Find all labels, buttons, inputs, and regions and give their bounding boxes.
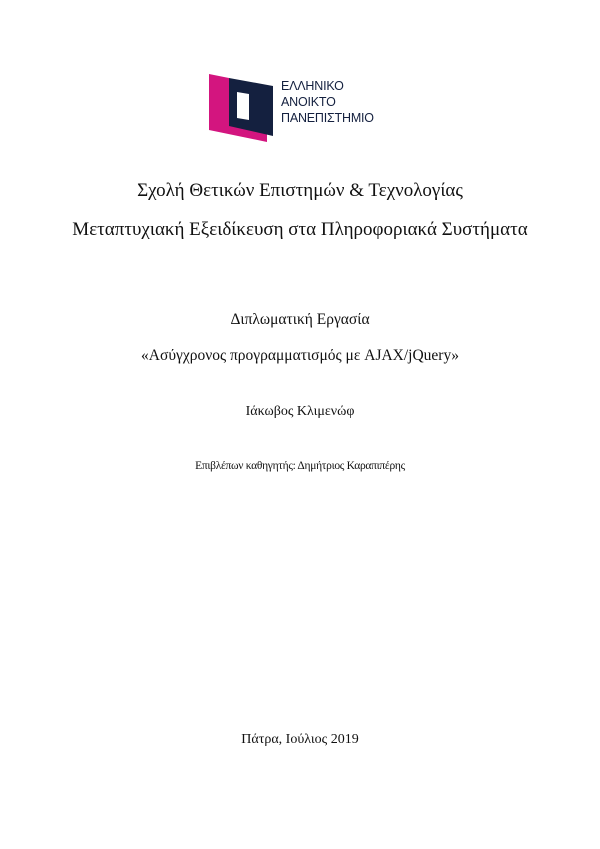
logo-line-2: ΑΝΟΙΚΤΟ	[281, 95, 336, 109]
logo-line-3: ΠΑΝΕΠΙΣΤΗΜΙΟ	[281, 111, 374, 125]
program-name: Μεταπτυχιακή Εξειδίκευση στα Πληροφοριακά Συστήματα	[72, 219, 528, 240]
supervisor-line: Επιβλέπων καθηγητής: Δημήτριος Καραπιπέρης	[195, 460, 405, 472]
university-logo	[207, 70, 397, 142]
logo-wordmark	[281, 78, 374, 126]
logo-line-1: ΕΛΛΗΝΙΚΟ	[281, 79, 344, 93]
thesis-type: Διπλωματική Εργασία	[230, 311, 370, 328]
author-name: Ιάκωβος Κλιμενώφ	[245, 404, 355, 419]
school-name: Σχολή Θετικών Επιστημών & Τεχνολογίας	[137, 180, 463, 201]
university-emblem-icon	[207, 70, 277, 142]
thesis-title: «Ασύγχρονος προγραμματισμός με AJAX/jQuery»	[141, 347, 459, 364]
place-date: Πάτρα, Ιούλιος 2019	[241, 732, 359, 747]
